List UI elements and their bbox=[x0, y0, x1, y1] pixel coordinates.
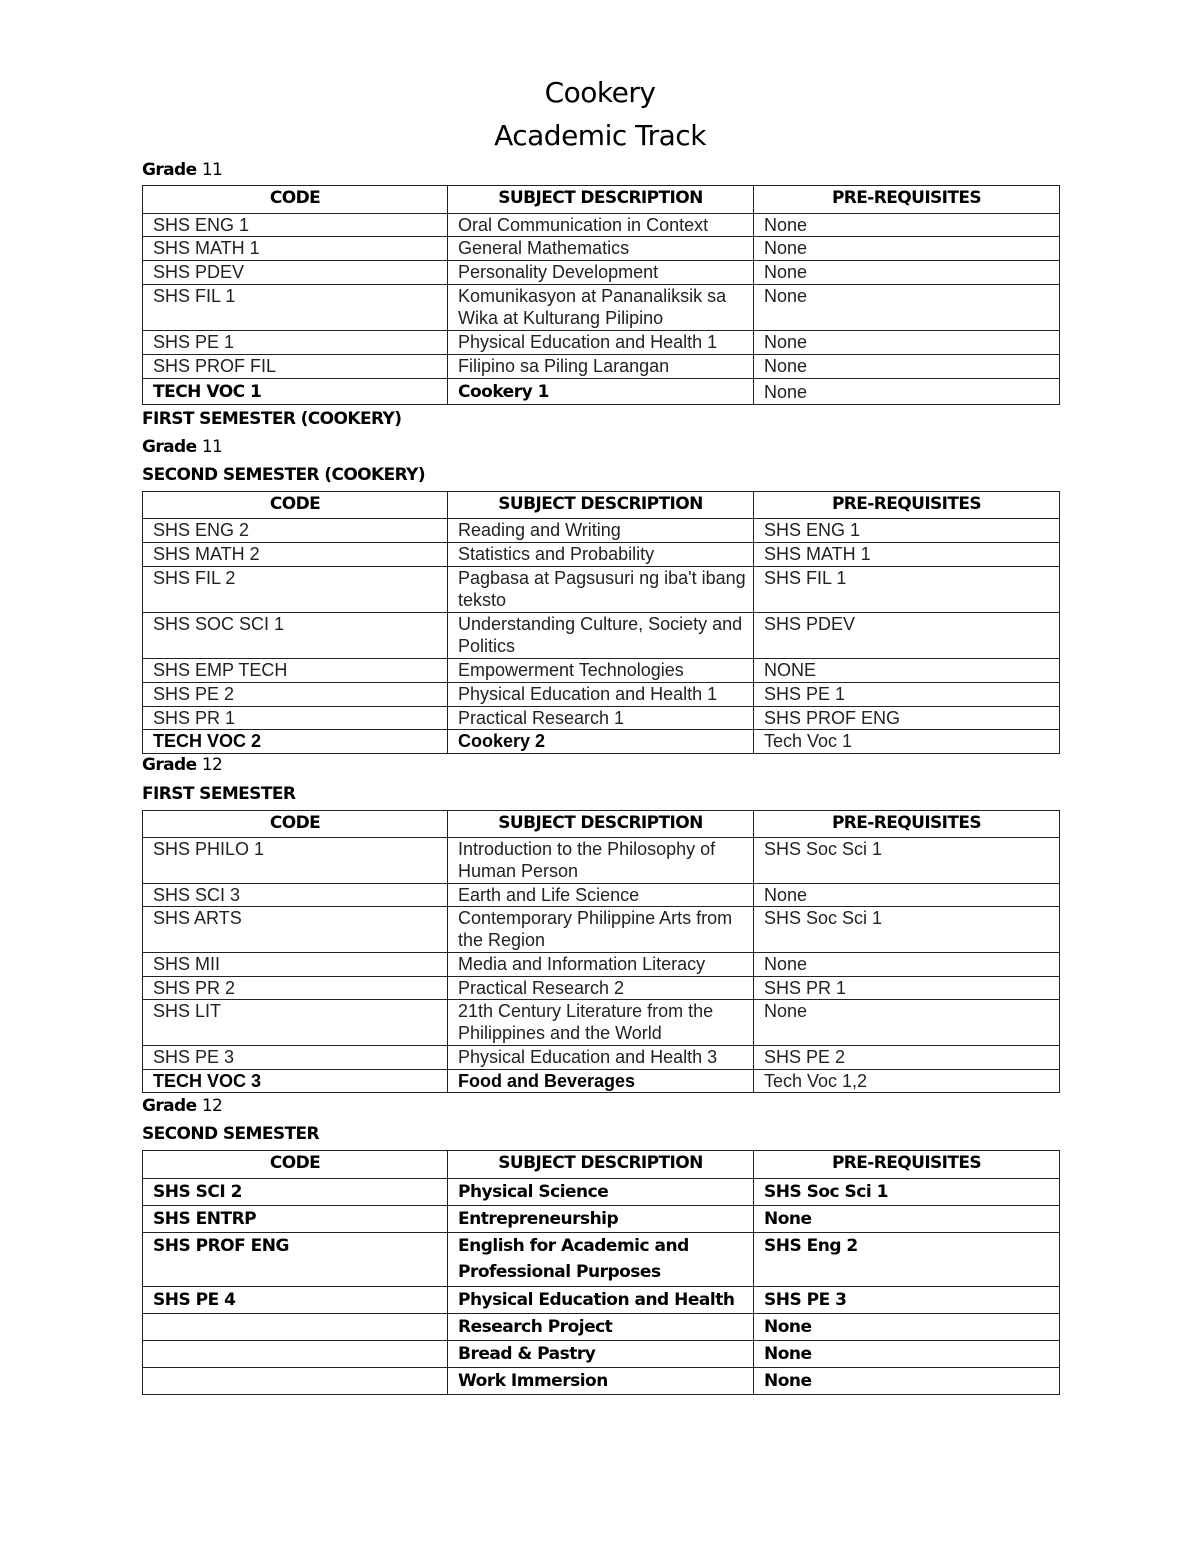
description-cell: Media and Information Literacy bbox=[448, 953, 754, 977]
table-row bbox=[143, 953, 1060, 977]
description-cell: Filipino sa Piling Larangan bbox=[448, 355, 754, 379]
code-cell: SHS FIL 1 bbox=[143, 285, 448, 331]
table-header-row bbox=[143, 811, 1060, 838]
description-cell: Pagbasa at Pagsusuri ng iba't ibang teksto bbox=[448, 567, 754, 613]
section4-grade-label bbox=[142, 1096, 222, 1116]
code-cell: SHS ENG 2 bbox=[143, 519, 448, 543]
section3-semester-label: FIRST SEMESTER bbox=[142, 784, 296, 804]
code-cell: SHS ENTRP bbox=[143, 1206, 448, 1233]
prereq-cell: SHS PE 3 bbox=[754, 1287, 1060, 1314]
code-cell: SHS PROF FIL bbox=[143, 355, 448, 379]
description-cell: Food and Beverages bbox=[448, 1070, 754, 1093]
prereq-cell: NONE bbox=[754, 659, 1060, 683]
prereq-cell: None bbox=[754, 261, 1060, 285]
description-cell: Physical Education and Health bbox=[448, 1287, 754, 1314]
section1-table bbox=[142, 185, 1060, 405]
prereq-cell: SHS Soc Sci 1 bbox=[754, 1179, 1060, 1206]
prereq-cell: SHS PE 1 bbox=[754, 683, 1060, 707]
prereq-cell: None bbox=[754, 1341, 1060, 1368]
prereq-cell: None bbox=[754, 1314, 1060, 1341]
code-cell: SHS PE 4 bbox=[143, 1287, 448, 1314]
code-cell: SHS FIL 2 bbox=[143, 567, 448, 613]
prereq-cell: Tech Voc 1,2 bbox=[754, 1070, 1060, 1093]
table-row bbox=[143, 683, 1060, 707]
prereq-cell: SHS PROF ENG bbox=[754, 707, 1060, 730]
grade-word: Grade bbox=[142, 437, 197, 457]
table-header-row bbox=[143, 1151, 1060, 1179]
prereq-cell: None bbox=[754, 884, 1060, 907]
code-cell: SHS SCI 3 bbox=[143, 884, 448, 907]
prereq-cell: None bbox=[754, 1206, 1060, 1233]
description-cell: Practical Research 2 bbox=[448, 977, 754, 1000]
table-row bbox=[143, 331, 1060, 355]
table-row bbox=[143, 1206, 1060, 1233]
prereq-header: PRE-REQUISITES bbox=[754, 186, 1060, 214]
code-cell: SHS MATH 2 bbox=[143, 543, 448, 567]
grade-word: Grade bbox=[142, 755, 197, 775]
prereq-cell: None bbox=[754, 355, 1060, 379]
code-cell bbox=[143, 1341, 448, 1368]
description-header: SUBJECT DESCRIPTION bbox=[448, 186, 754, 214]
code-cell: SHS PR 2 bbox=[143, 977, 448, 1000]
code-cell: SHS PDEV bbox=[143, 261, 448, 285]
table-header-row bbox=[143, 492, 1060, 519]
grade-number: 11 bbox=[201, 160, 223, 180]
code-cell: TECH VOC 1 bbox=[143, 379, 448, 405]
code-cell: SHS MII bbox=[143, 953, 448, 977]
code-cell: SHS SOC SCI 1 bbox=[143, 613, 448, 659]
table-row bbox=[143, 379, 1060, 405]
code-cell bbox=[143, 1368, 448, 1395]
prereq-cell: None bbox=[754, 285, 1060, 331]
description-cell: Empowerment Technologies bbox=[448, 659, 754, 683]
prereq-cell: None bbox=[754, 237, 1060, 261]
code-cell: SHS PR 1 bbox=[143, 707, 448, 730]
code-header: CODE bbox=[143, 811, 448, 838]
section2-grade-label bbox=[142, 437, 222, 457]
prereq-cell: SHS FIL 1 bbox=[754, 567, 1060, 613]
table-row bbox=[143, 1070, 1060, 1093]
description-cell: Work Immersion bbox=[448, 1368, 754, 1395]
description-cell: Personality Development bbox=[448, 261, 754, 285]
table-row bbox=[143, 613, 1060, 659]
description-header: SUBJECT DESCRIPTION bbox=[448, 492, 754, 519]
description-cell: Understanding Culture, Society and Politics bbox=[448, 613, 754, 659]
prereq-cell: SHS PE 2 bbox=[754, 1046, 1060, 1070]
document-title: Cookery bbox=[544, 76, 656, 109]
code-header: CODE bbox=[143, 186, 448, 214]
prereq-cell: SHS Eng 2 bbox=[754, 1233, 1060, 1287]
section2-table bbox=[142, 491, 1060, 754]
grade-number: 12 bbox=[201, 755, 223, 775]
code-cell: SHS MATH 1 bbox=[143, 237, 448, 261]
section3-grade-label bbox=[142, 755, 222, 775]
table-row bbox=[143, 884, 1060, 907]
prereq-header: PRE-REQUISITES bbox=[754, 811, 1060, 838]
prereq-cell: None bbox=[754, 1000, 1060, 1046]
description-cell: Komunikasyon at Pananaliksik sa Wika at Kulturang Pilipino bbox=[448, 285, 754, 331]
code-cell: SHS SCI 2 bbox=[143, 1179, 448, 1206]
table-row bbox=[143, 1179, 1060, 1206]
code-cell: SHS PHILO 1 bbox=[143, 838, 448, 884]
description-cell: Statistics and Probability bbox=[448, 543, 754, 567]
table-header-row bbox=[143, 186, 1060, 214]
code-header: CODE bbox=[143, 1151, 448, 1179]
table-row bbox=[143, 1000, 1060, 1046]
code-cell: SHS PE 1 bbox=[143, 331, 448, 355]
table-row bbox=[143, 237, 1060, 261]
table-row bbox=[143, 730, 1060, 754]
grade-number: 11 bbox=[201, 437, 223, 457]
table-row bbox=[143, 214, 1060, 237]
prereq-cell: SHS PR 1 bbox=[754, 977, 1060, 1000]
section1-grade-label bbox=[142, 160, 222, 180]
table-row bbox=[143, 1368, 1060, 1395]
prereq-cell: None bbox=[754, 214, 1060, 237]
grade-number: 12 bbox=[201, 1096, 223, 1116]
code-cell bbox=[143, 1314, 448, 1341]
prereq-cell: None bbox=[754, 1368, 1060, 1395]
prereq-header: PRE-REQUISITES bbox=[754, 1151, 1060, 1179]
code-cell: SHS PROF ENG bbox=[143, 1233, 448, 1287]
table-row bbox=[143, 1314, 1060, 1341]
prereq-cell: None bbox=[754, 379, 1060, 405]
description-cell: Oral Communication in Context bbox=[448, 214, 754, 237]
document-subtitle: Academic Track bbox=[494, 119, 706, 152]
description-cell: Earth and Life Science bbox=[448, 884, 754, 907]
section4-table bbox=[142, 1150, 1060, 1395]
section2-semester-label: SECOND SEMESTER (COOKERY) bbox=[142, 465, 426, 485]
prereq-cell: SHS PDEV bbox=[754, 613, 1060, 659]
description-cell: General Mathematics bbox=[448, 237, 754, 261]
prereq-cell: SHS Soc Sci 1 bbox=[754, 907, 1060, 953]
description-header: SUBJECT DESCRIPTION bbox=[448, 811, 754, 838]
grade-word: Grade bbox=[142, 160, 197, 180]
description-header: SUBJECT DESCRIPTION bbox=[448, 1151, 754, 1179]
code-cell: SHS EMP TECH bbox=[143, 659, 448, 683]
description-cell: Practical Research 1 bbox=[448, 707, 754, 730]
table-row bbox=[143, 977, 1060, 1000]
code-cell: SHS ENG 1 bbox=[143, 214, 448, 237]
table-row bbox=[143, 1341, 1060, 1368]
prereq-cell: Tech Voc 1 bbox=[754, 730, 1060, 754]
description-cell: English for Academic and Professional Purposes bbox=[448, 1233, 754, 1287]
table-row bbox=[143, 1046, 1060, 1070]
description-cell: Bread & Pastry bbox=[448, 1341, 754, 1368]
prereq-cell: None bbox=[754, 331, 1060, 355]
table-row bbox=[143, 261, 1060, 285]
table-row bbox=[143, 838, 1060, 884]
table-row bbox=[143, 285, 1060, 331]
description-cell: Entrepreneurship bbox=[448, 1206, 754, 1233]
description-cell: Introduction to the Philosophy of Human Person bbox=[448, 838, 754, 884]
code-cell: SHS PE 2 bbox=[143, 683, 448, 707]
table-row bbox=[143, 659, 1060, 683]
description-cell: Reading and Writing bbox=[448, 519, 754, 543]
table-row bbox=[143, 543, 1060, 567]
prereq-cell: SHS Soc Sci 1 bbox=[754, 838, 1060, 884]
prereq-cell: SHS MATH 1 bbox=[754, 543, 1060, 567]
code-cell: TECH VOC 3 bbox=[143, 1070, 448, 1093]
table-row bbox=[143, 907, 1060, 953]
table-row bbox=[143, 707, 1060, 730]
table-row bbox=[143, 355, 1060, 379]
code-cell: SHS LIT bbox=[143, 1000, 448, 1046]
code-header: CODE bbox=[143, 492, 448, 519]
description-cell: Research Project bbox=[448, 1314, 754, 1341]
section1-semester-label: FIRST SEMESTER (COOKERY) bbox=[142, 409, 402, 429]
section4-semester-label: SECOND SEMESTER bbox=[142, 1124, 319, 1144]
description-cell: Cookery 1 bbox=[448, 379, 754, 405]
prereq-cell: None bbox=[754, 953, 1060, 977]
section3-table bbox=[142, 810, 1060, 1093]
code-cell: SHS ARTS bbox=[143, 907, 448, 953]
table-row bbox=[143, 1233, 1060, 1287]
table-row bbox=[143, 1287, 1060, 1314]
description-cell: Physical Science bbox=[448, 1179, 754, 1206]
description-cell: Physical Education and Health 1 bbox=[448, 683, 754, 707]
table-row bbox=[143, 519, 1060, 543]
code-cell: SHS PE 3 bbox=[143, 1046, 448, 1070]
description-cell: Physical Education and Health 1 bbox=[448, 331, 754, 355]
grade-word: Grade bbox=[142, 1096, 197, 1116]
prereq-cell: SHS ENG 1 bbox=[754, 519, 1060, 543]
description-cell: 21th Century Literature from the Philippines and the World bbox=[448, 1000, 754, 1046]
description-cell: Physical Education and Health 3 bbox=[448, 1046, 754, 1070]
code-cell: TECH VOC 2 bbox=[143, 730, 448, 754]
table-row bbox=[143, 567, 1060, 613]
description-cell: Cookery 2 bbox=[448, 730, 754, 754]
prereq-header: PRE-REQUISITES bbox=[754, 492, 1060, 519]
description-cell: Contemporary Philippine Arts from the Region bbox=[448, 907, 754, 953]
